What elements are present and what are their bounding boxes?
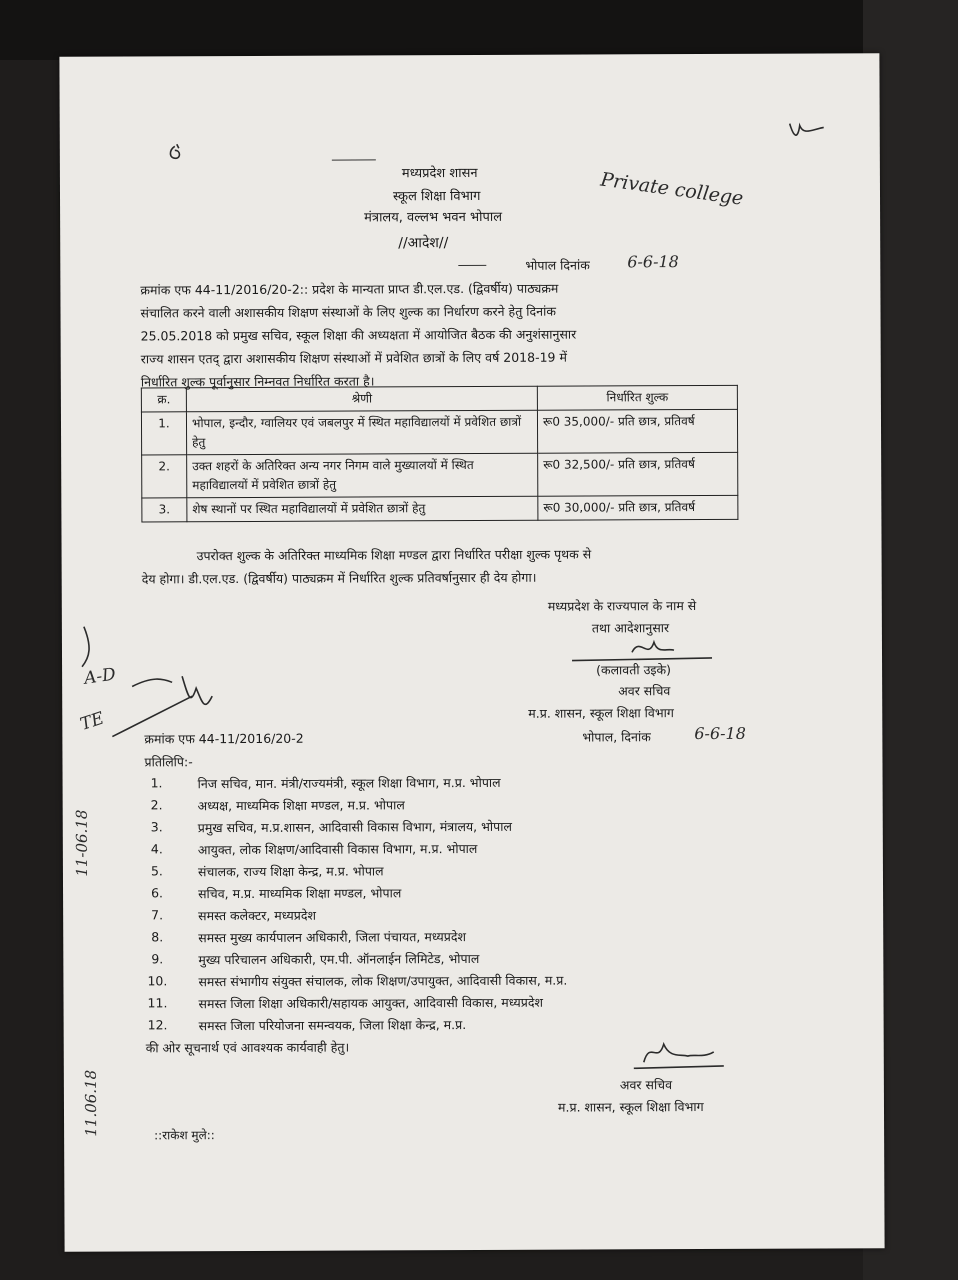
list-item-number: 11. [147, 995, 168, 1011]
list-item-text: संचालक, राज्य शिक्षा केन्द्र, म.प्र. भोपाल [197, 863, 384, 880]
list-item-text: समस्त कलेक्टर, मध्यप्रदेश [198, 907, 316, 924]
corner-tick-mark [784, 113, 834, 149]
typist-initials: ::राकेश मुले:: [154, 1128, 215, 1143]
fee-table [141, 385, 739, 523]
row-category: उक्त शहरों के अतिरिक्त अन्य नगर निगम वाले मुख्यालयों में स्थित महाविद्यालयों में प्रवेशित छात्रों हेतु [187, 453, 538, 498]
order-line-4: राज्य शासन एतद् द्वारा अशासकीय शिक्षण संस्थाओं में प्रवेशित छात्रों के लिए वर्ष 2018-19 में [140, 349, 567, 367]
order-title: //आदेश// [398, 235, 449, 252]
signatory-designation-2: अवर सचिव [619, 1077, 673, 1093]
margin-note-te: TE [77, 708, 107, 735]
copy-closing: की ओर सूचनार्थ एवं आवश्यक कार्यवाही हेतु। [145, 1039, 350, 1056]
governor-order-line: मध्यप्रदेश के राज्यपाल के नाम से [547, 598, 697, 614]
by-order-line: तथा आदेशानुसार [591, 620, 670, 636]
list-item-text: मुख्य परिचालन अधिकारी, एम.पी. ऑनलाईन लिमिटेड, भोपाल [198, 950, 480, 968]
list-item-number: 9. [151, 951, 164, 967]
list-item-text: समस्त जिला परियोजना समन्वयक, जिला शिक्षा केन्द्र, म.प्र. [198, 1017, 467, 1034]
col-header-fee: निर्धारित शुल्क [537, 385, 737, 410]
table-row [142, 495, 738, 522]
signature-scribble-2 [624, 1034, 734, 1074]
additional-line-2: देय होगा। डी.एल.एड. (द्विवर्षीय) पाठ्यक्रम में निर्धारित शुल्क प्रतिवर्षानुसार ही देय होगा। [141, 569, 537, 587]
row-fee: रू0 30,000/- प्रति छात्र, प्रतिवर्ष [538, 495, 738, 520]
margin-note-ad: A-D [82, 664, 118, 689]
row-number: 1. [141, 412, 186, 455]
header-address: मंत्रालय, वल्लभ भवन भोपाल [364, 209, 503, 226]
row-number: 3. [142, 498, 187, 522]
date-label: भोपाल दिनांक [525, 257, 590, 273]
signatory-name: (कलावती उइके) [596, 662, 672, 678]
list-item-number: 3. [150, 819, 163, 835]
list-item-text: निज सचिव, मान. मंत्री/राज्यमंत्री, स्कूल शिक्षा विभाग, म.प्र. भोपाल [197, 774, 501, 792]
handwritten-note: Private college [599, 168, 745, 210]
signatory-department-2: म.प्र. शासन, स्कूल शिक्षा विभाग [557, 1098, 704, 1115]
header-department: स्कूल शिक्षा विभाग [392, 188, 481, 205]
margin-date-upper: 11-06.18 [72, 809, 91, 877]
date-rule [458, 265, 486, 266]
row-number: 2. [142, 455, 187, 498]
row-fee: रू0 35,000/- प्रति छात्र, प्रतिवर्ष [537, 409, 737, 453]
list-item-number: 8. [151, 929, 164, 945]
list-item-text: अध्यक्ष, माध्यमिक शिक्षा मण्डल, म.प्र. भोपाल [197, 797, 405, 814]
list-item-number: 6. [151, 885, 164, 901]
list-item-number: 2. [150, 797, 163, 813]
copy-heading: प्रतिलिपि:- [144, 754, 193, 770]
list-item-text: सचिव, म.प्र. माध्यमिक शिक्षा मण्डल, भोपाल [198, 885, 402, 902]
signatory-department: म.प्र. शासन, स्कूल शिक्षा विभाग [528, 705, 674, 721]
copy-date-label: भोपाल, दिनांक [582, 729, 651, 745]
list-item-text: समस्त मुख्य कार्यपालन अधिकारी, जिला पंचायत, मध्यप्रदेश [198, 929, 467, 946]
row-category: भोपाल, इन्दौर, ग्वालियर एवं जबलपुर में स्थित महाविद्यालयों में प्रवेशित छात्रों हेतु [186, 410, 537, 455]
copy-date-handwritten: 6-6-18 [694, 723, 746, 744]
list-item-number: 10. [147, 973, 168, 989]
document-page [59, 53, 884, 1252]
order-paragraph [140, 276, 750, 394]
date-handwritten: 6-6-18 [627, 252, 679, 272]
table-row [141, 409, 737, 455]
margin-scribbles [72, 616, 223, 747]
background-top [0, 0, 958, 60]
order-line-3: 25.05.2018 को प्रमुख सचिव, स्कूल शिक्षा की अध्यक्षता में आयोजित बैठक की अनुशंसानुसार [140, 326, 577, 344]
col-header-category: श्रेणी [186, 386, 537, 412]
header-state: मध्यप्रदेश शासन [401, 165, 478, 182]
row-fee: रू0 32,500/- प्रति छात्र, प्रतिवर्ष [538, 452, 738, 496]
top-ink-mark [165, 142, 187, 164]
list-item-number: 7. [151, 907, 164, 923]
list-item-text: समस्त जिला शिक्षा अधिकारी/सहायक आयुक्त, आदिवासी विकास, मध्यप्रदेश [198, 994, 543, 1012]
table-row [142, 452, 738, 498]
list-item-number: 4. [150, 841, 163, 857]
list-item-number: 1. [150, 775, 163, 791]
additional-fee-paragraph [142, 542, 782, 591]
list-item-text: आयुक्त, लोक शिक्षण/आदिवासी विकास विभाग, म.प्र. भोपाल [197, 840, 478, 858]
fee-table-header [141, 385, 737, 412]
list-item-number: 5. [150, 863, 163, 879]
order-line-1: क्रमांक एफ 44-11/2016/20-2:: प्रदेश के मान्यता प्राप्त डी.एल.एड. (द्विवर्षीय) पाठ्यक्रम [140, 280, 559, 298]
header-rule [332, 159, 376, 160]
order-line-2: संचालित करने वाली अशासकीय शिक्षण संस्थाओं के लिए शुल्क का निर्धारण करने हेतु दिनांक [140, 303, 556, 321]
copy-reference: क्रमांक एफ 44-11/2016/20-2 [144, 730, 304, 747]
margin-date-lower: 11.06.18 [81, 1069, 101, 1137]
additional-line-1: उपरोक्त शुल्क के अतिरिक्त माध्यमिक शिक्षा मण्डल द्वारा निर्धारित परीक्षा शुल्क पृथक से [196, 546, 592, 564]
list-item-text: प्रमुख सचिव, म.प्र.शासन, आदिवासी विकास विभाग, मंत्रालय, भोपाल [197, 818, 512, 836]
row-category: शेष स्थानों पर स्थित महाविद्यालयों में प्रवेशित छात्रों हेतु [187, 496, 538, 522]
col-header-number: क्र. [141, 388, 186, 412]
signatory-designation: अवर सचिव [618, 683, 671, 699]
order-line-5: निर्धारित शुल्क पूर्वानुसार निम्नवत निर्धारित करता है। [140, 373, 375, 390]
list-item-text: समस्त संभागीय संयुक्त संचालक, लोक शिक्षण/उपायुक्त, आदिवासी विकास, म.प्र. [198, 972, 568, 990]
list-item-number: 12. [147, 1017, 168, 1033]
